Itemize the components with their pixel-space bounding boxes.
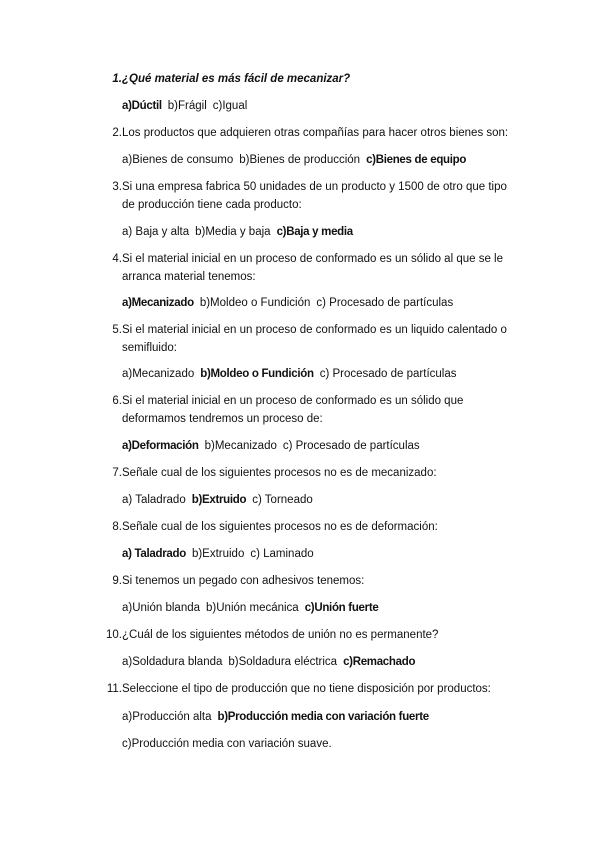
answer-option: c) Procesado de partículas <box>319 368 457 380</box>
question-number: 9. <box>112 575 122 587</box>
question-number: 11. <box>106 683 122 695</box>
question-number: 10. <box>106 629 122 641</box>
question-text: Si el material inicial en un proceso de conformado es un sólido que deformamos tendremos un proceso de: <box>122 395 464 425</box>
answer-options <box>122 151 472 169</box>
question-text: Si tenemos un pegado con adhesivos tenemos: <box>122 575 365 587</box>
question-text: Seleccione el tipo de producción que no tiene disposición por productos: <box>122 683 491 695</box>
answer-options <box>122 437 426 455</box>
answer-option: a) Taladrado <box>122 494 186 506</box>
answer-option: b)Bienes de producción <box>239 154 361 166</box>
answer-option-correct: b)Extruido <box>191 494 247 506</box>
answer-option: a)Bienes de consumo <box>122 154 234 166</box>
answer-option: b)Soldadura eléctrica <box>228 656 338 668</box>
answer-option: b)Unión mecánica <box>206 602 299 614</box>
answer-option: b)Extruido <box>191 548 245 560</box>
question <box>104 250 514 286</box>
question-text: Si el material inicial en un proceso de conformado es un liquido calentado o semifluido: <box>122 324 507 354</box>
answer-option: a)Soldadura blanda <box>122 656 223 668</box>
question-text: Si una empresa fabrica 50 unidades de un producto y 1500 de otro que tipo de producción tiene cada producto: <box>122 181 507 211</box>
answer-option: c) Procesado de partículas <box>316 297 454 309</box>
answer-option-correct: c)Baja y media <box>276 226 353 238</box>
question-number: 3. <box>112 181 122 193</box>
answer-options <box>122 97 253 115</box>
question-number: 7. <box>112 467 122 479</box>
answer-option-correct: a)Deformación <box>122 440 199 452</box>
answer-option-correct: c)Remachado <box>343 656 416 668</box>
question <box>104 178 514 214</box>
answer-option: c) Torneado <box>252 494 313 506</box>
answer-options <box>122 653 421 671</box>
answer-option: c)Igual <box>212 100 248 112</box>
answer-option: b)Frágil <box>167 100 207 112</box>
question-text: Señale cual de los siguientes procesos no es de mecanizado: <box>122 467 437 479</box>
question-number: 5. <box>112 324 122 336</box>
question-number: 6. <box>112 395 122 407</box>
answer-option-correct: a)Dúctil <box>122 100 162 112</box>
question-number: 1. <box>112 73 122 85</box>
question-text: ¿Cuál de los siguientes métodos de unión no es permanente? <box>122 629 439 641</box>
question-number: 2. <box>112 127 122 139</box>
question <box>104 321 514 357</box>
question-text: Los productos que adquieren otras compañías para hacer otros bienes son: <box>122 127 509 139</box>
answer-option: b)Media y baja <box>195 226 271 238</box>
answer-options <box>122 599 384 617</box>
answer-option: b)Moldeo o Fundición <box>199 297 311 309</box>
question <box>104 464 514 482</box>
question-text: Si el material inicial en un proceso de conformado es un sólido al que se le arranca material tenemos: <box>122 253 503 283</box>
question <box>104 518 514 536</box>
question <box>104 626 514 644</box>
answer-option-correct: b)Producción media con variación fuerte <box>217 711 429 723</box>
question <box>104 70 514 88</box>
answer-option: a)Mecanizado <box>122 368 195 380</box>
answer-options <box>122 294 459 312</box>
answer-options <box>122 365 462 383</box>
question <box>104 572 514 590</box>
question-number: 8. <box>112 521 122 533</box>
question <box>104 392 514 428</box>
answer-option-correct: c)Unión fuerte <box>304 602 379 614</box>
answer-option-correct: c)Bienes de equipo <box>366 154 467 166</box>
question-text: Señale cual de los siguientes procesos no es de deformación: <box>122 521 438 533</box>
answer-option: a)Unión blanda <box>122 602 201 614</box>
answer-options <box>122 491 319 509</box>
answer-option: b)Mecanizado <box>204 440 277 452</box>
question <box>104 680 514 698</box>
answer-options <box>122 735 338 753</box>
answer-option: c)Producción media con variación suave. <box>122 738 332 750</box>
answer-option-correct: b)Moldeo o Fundición <box>200 368 314 380</box>
answer-options <box>122 545 320 563</box>
answer-option: c) Procesado de partículas <box>282 440 420 452</box>
answer-options <box>122 223 359 241</box>
answer-options <box>122 708 435 726</box>
answer-option-correct: a)Mecanizado <box>122 297 194 309</box>
answer-option: c) Laminado <box>250 548 314 560</box>
question-number: 4. <box>112 253 122 265</box>
question-text: ¿Qué material es más fácil de mecanizar? <box>122 73 351 85</box>
answer-option-correct: a) Taladrado <box>122 548 186 560</box>
question <box>104 124 514 142</box>
answer-option: a)Producción alta <box>122 711 212 723</box>
answer-option: a) Baja y alta <box>122 226 190 238</box>
